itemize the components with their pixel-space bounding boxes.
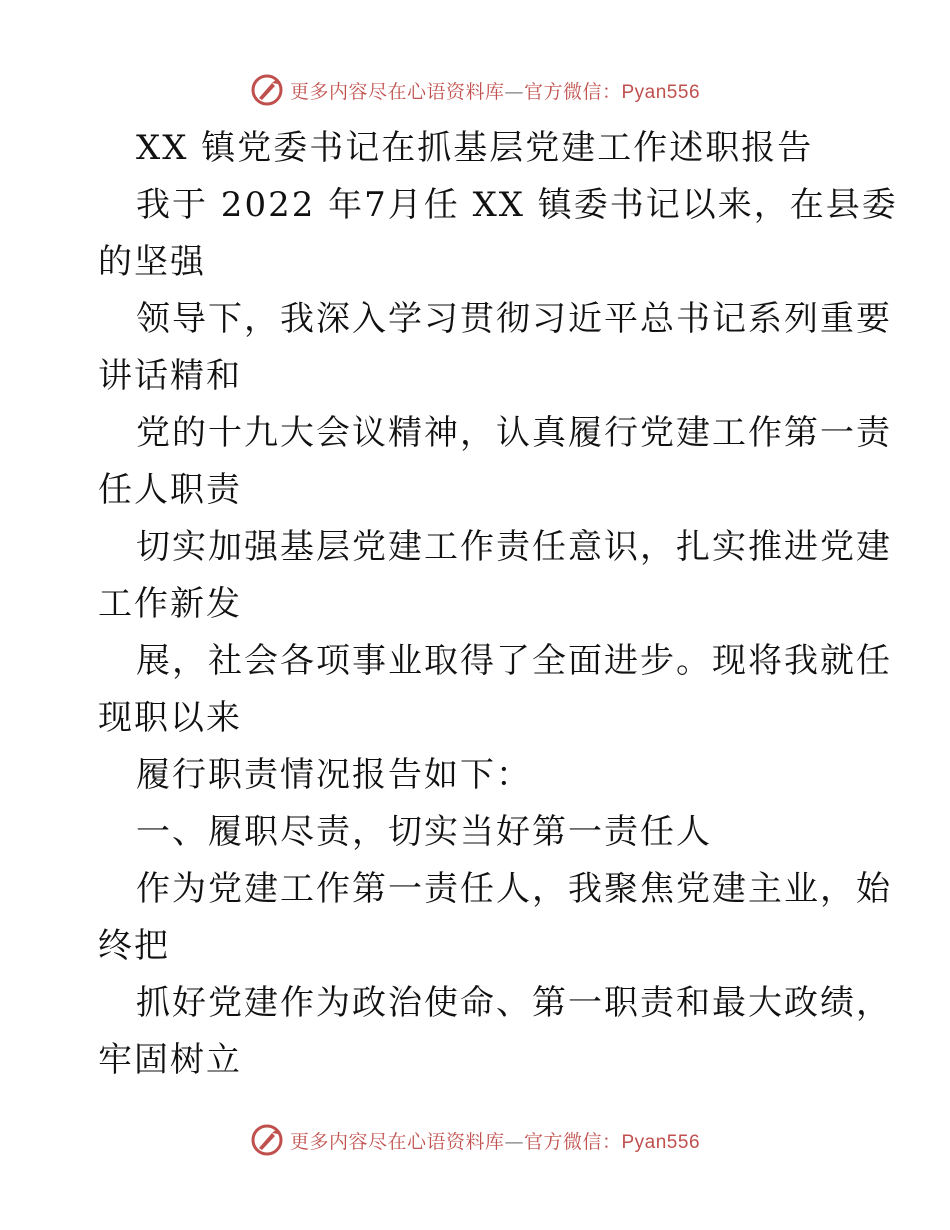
document-body [98, 120, 898, 1089]
banner-separator: — [504, 80, 524, 103]
paragraph-line: 牢固树立 [98, 1040, 242, 1080]
paragraph-line: 领导下，我深入学习贯彻习近平总书记系列重要 [136, 299, 892, 339]
banner-separator: — [504, 1130, 524, 1153]
paragraph-line: 讲话精和 [98, 356, 242, 396]
header-banner [0, 70, 950, 110]
paragraph-line: 切实加强基层党建工作责任意识，扎实推进党建 [136, 527, 892, 567]
paragraph-line: 现职以来 [98, 698, 242, 738]
header-banner-text [290, 77, 700, 104]
paragraph-line: 的坚强 [98, 242, 206, 282]
footer-banner-text [290, 1127, 700, 1154]
quill-pen-logo-icon [250, 1123, 284, 1157]
banner-title: 更多内容尽在心语资料库 [289, 80, 505, 103]
paragraph-line: 党的十九大会议精神，认真履行党建工作第一责 [136, 413, 892, 453]
paragraph-line: 我于 2022 年7月任 XX 镇委书记以来，在县委 [136, 185, 898, 225]
paragraph-line: 终把 [98, 926, 170, 966]
paragraph-line: 任人职责 [98, 470, 242, 510]
footer-banner [0, 1120, 950, 1160]
banner-contact-id: Pyan556 [621, 81, 701, 103]
quill-pen-logo-icon [250, 73, 284, 107]
banner-contact-id: Pyan556 [621, 1131, 701, 1153]
paragraph-line: 作为党建工作第一责任人，我聚焦党建主业，始 [136, 869, 892, 909]
banner-contact-label: 官方微信： [523, 1130, 622, 1153]
document-title: XX 镇党委书记在抓基层党建工作述职报告 [136, 128, 814, 168]
paragraph-line: 展，社会各项事业取得了全面进步。现将我就任 [136, 641, 892, 681]
paragraph-line: 抓好党建作为政治使命、第一职责和最大政绩， [136, 983, 892, 1023]
section-heading: 一、履职尽责，切实当好第一责任人 [136, 812, 712, 852]
banner-contact-label: 官方微信： [523, 80, 622, 103]
paragraph-line: 工作新发 [98, 584, 242, 624]
paragraph-line: 履行职责情况报告如下： [136, 755, 532, 795]
banner-title: 更多内容尽在心语资料库 [289, 1130, 505, 1153]
